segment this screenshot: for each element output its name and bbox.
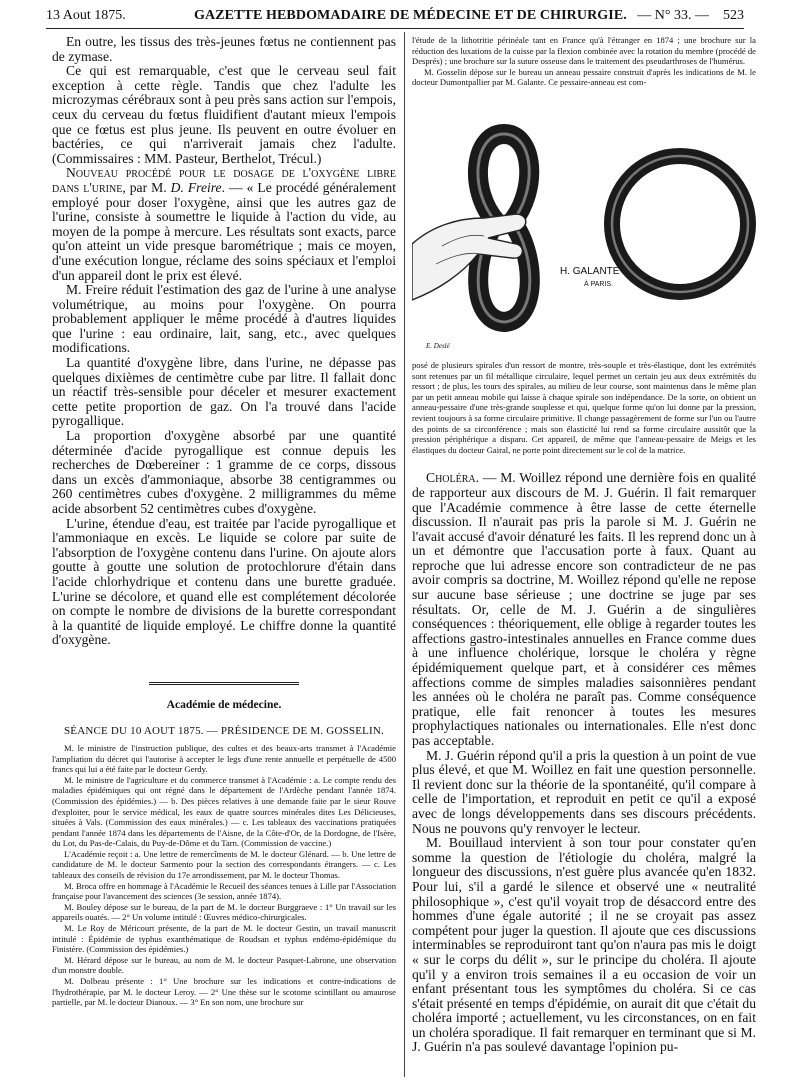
section-title: Académie de médecine. bbox=[166, 698, 282, 711]
proceedings-item: M. Hérard dépose sur le bureau, au nom de M. le docteur Pasquet-Labrone, une observation d'un monstre double. bbox=[52, 954, 396, 976]
maker-label: H. GALANTE bbox=[560, 265, 620, 277]
proceedings-item: M. le ministre de l'agriculture et du commerce transmet à l'Académie : a. Le compte rendu des maladies épidémiques qui ont régné dans le département de l'Ardèche pendant l'année 1874. (Commission des épidémies.) — b. Des pièces relatives à une demande faite par le sieur Rouve d'exploiter, pour le service médical, les eaux de quatre sources minérales dites Les Délicieuses, situées à Vals. (Commission des eaux minérales.) — c. Les tableaux des vaccinations pratiquées pendant l'année 1874 dans les départements de l'Aisne, de la Côte-d'Or, de la Dordogne, de l'Isère, du Lot, du Pas-de-Calais, du Puy-de-Dôme et du Tarn. (Commission de vaccine.) bbox=[52, 774, 396, 849]
cholera-title: Choléra. bbox=[426, 470, 480, 486]
proceedings-item: M. Bouley dépose sur le bureau, de la part de M. le docteur Burggraeve : 1° Un travail sur les appareils ouatés. — 2° Un volume intitulé : Œuvres médico-chirurgicales. bbox=[52, 901, 396, 923]
by-text: par M. bbox=[125, 179, 171, 195]
article-title: Nouveau procédé pour le dosage de l'oxygène libre dans l'urine, bbox=[52, 165, 396, 195]
proceedings-item: M. le ministre de l'instruction publique, des cultes et des beaux-arts transmet à l'Académie l'ampliation du décret qui l'autorise à accepter le legs d'une rente annuelle et perpétuelle de 4500 francs qui lui a été faite par le docteur Gerdy. bbox=[52, 742, 396, 775]
cholera-paragraph bbox=[412, 471, 756, 748]
proceedings-item: M. Le Roy de Méricourt présente, de la part de M. le docteur Gestin, un travail manuscrit intitulé : Épidémie de typhus exanthématique de Roudsan et typhus endémo-épidémique du Finistère. (Commission des épidémies.) bbox=[52, 923, 396, 955]
journal-title: GAZETTE HEBDOMADAIRE DE MÉDECINE ET DE CHIRURGIE. bbox=[194, 8, 627, 23]
paragraph: L'urine, étendue d'eau, est traitée par l'acide pyrogallique et l'ammoniaque en excès. Le liquide se colore par suite de l'absorption de l'oxygène contenu dans l'urine. On ajoute alors goutte à goutte une solution de protochlorure d'étain dans l'acide chlorhydrique et contenu dans une burette graduée. L'urine se décolore, et quand elle est complétement décolorée on compte le nombre de divisions de la burette correspondant à la quantité de liquide employé. Le chiffre donne la quantité d'oxygène. bbox=[52, 515, 396, 648]
cholera-body: — M. Woillez répond une dernière fois en qualité de rapporteur aux discours de M. J. Guérin. Il fait remarquer que l'Académie commence à être lasse de cette éternelle discussion. Il n'aurait pas pris la parole si M. J. Guérin ne l'avait accusé d'avoir dénaturé les faits. Il les reprend donc un à un et démontre que l'accusation porte à faux. Quant au reproche que lui adresse encore son contradicteur de ne pas avoir compris sa doctrine, M. Woillez répond qu'elle ne repose sur aucune base sérieuse ; une doctrine se juge par ses résultats. Or, celle de M. J. Guérin a de singulières conséquences : théoriquement, elle oblige à regarder toutes les affections gastro-intestinales annuelles en France comme dues à une influence cholérique, lorsque le choléra y règne épidémiquement quelque part, et à considérer ces mêmes affections comme de simples maladies saisonnières pendant les années où le choléra ne paraît pas. Comme conséquence pratique, elle fait renoncer à toutes les mesures prophylactiques nationales ou internationales. Elle n'est donc pas acceptable. bbox=[412, 470, 756, 748]
paragraph: M. Bouillaud intervient à son tour pour constater qu'en somme la question de l'étiologie du choléra, malgré la longueur des discussions, n'est guère plus avancée qu'en 1832. Pour lui, s'il a gardé le silence et observé une « neutralité philosophique », c'est qu'il voyait trop de désaccord entre des hommes d'une égale autorité ; il ne se croyait pas assez compétent pour juger la question. Il ajoute que ces discussions interminables se reproduiront tant qu'on n'aura pas mis le doigt « sur le corps du délit », sur le principe du choléra. Il ajoute qu'il y a environ trois semaines il a eu occasion de voir un enfant présentant tous les symptômes du choléra. Si ce cas s'était présenté en temps d'épidémie, on aurait dit que c'était du choléra importé ; actuellement, vu les circonstances, on en fait un choléra sporadique. Il fait remarquer en terminant que si M. J. Guérin n'a pas soulevé davantage l'opinion pu- bbox=[412, 835, 756, 1055]
paragraph: Ce qui est remarquable, c'est que le cerveau seul fait exception à cette règle. Tandis que chez l'adulte les microzymas cérébraux sont à peu près sans action sur l'empois, ceux du cerveau du fœtus fluidifient d'autant mieux l'empois que ce fœtus est plus jeune. Ils peuvent en outre évoluer en bactéries, ce qui n'arriverait jamais chez l'adulte. (Commissaires : MM. Pasteur, Berthelot, Trécul.) bbox=[52, 63, 396, 166]
proceedings-item: M. Broca offre en hommage à l'Académie le Recueil des séances tenues à Lille par l'Association française pour l'avancement des sciences (3e session, année 1874). bbox=[52, 880, 396, 902]
right-column bbox=[412, 35, 756, 1077]
column-divider bbox=[404, 32, 405, 1077]
running-header bbox=[46, 6, 744, 28]
pessary-figure bbox=[412, 94, 756, 354]
proceedings-item: M. Dolbeau présente : 1° Une brochure sur les indications et contre-indications de l'hydrothérapie, par M. le docteur Leroy. — 2° Une thèse sur le scotome scintillant ou amaurose partielle, par M. le docteur Dianoux. — 3° En son nom, une brochure sur bbox=[52, 976, 396, 1008]
page-number: 523 bbox=[723, 8, 744, 23]
author-name: D. Freire bbox=[170, 179, 222, 195]
round-ring-highlight bbox=[612, 156, 748, 292]
article-body: . — « Le procédé généralement employé pour doser l'oxygène, ainsi que les autres gaz de l'urine, consiste à soumettre le liquide à l'action du vide, au moyen de la pompe à mercure. Les résultats sont exacts, parce qu'on atteint un vide presque barométrique ; mais ce moyen, d'une exécution longue, réclame des soins spéciaux et l'emploi d'un appareil dont le prix est élevé. bbox=[52, 179, 396, 283]
paragraph: En outre, les tissus des très-jeunes fœtus ne contiennent pas de zymase. bbox=[52, 35, 396, 64]
paragraph: La proportion d'oxygène absorbé par une quantité déterminée d'acide pyrogallique est connue depuis les recherches de Dœbereiner : 1 gramme de ce corps, dissous dans un excès d'ammoniaque, absorbe 38 centigrammes ou 260 centimètres cubes d'oxygène. 2 milligrammes du même acide absorbent 52 centimètres cubes d'oxygène. bbox=[52, 428, 396, 516]
paragraph: La quantité d'oxygène libre, dans l'urine, ne dépasse pas quelques dixièmes de centimètre cube par litre. Il fallait donc un réactif très-sensible pour déceler et mesurer exactement cette petite proportion de gaz. On l'a trouvé dans l'acide pyrogallique. bbox=[52, 355, 396, 429]
spacer bbox=[412, 455, 756, 471]
engraver-signature: E. Deslé bbox=[426, 341, 450, 350]
proceedings-item: M. Gosselin dépose sur le bureau un anneau pessaire construit d'après les indications de M. le docteur Dumontpallier par M. Galante. Ce pessaire-anneau est com- bbox=[412, 66, 756, 88]
paragraph: M. J. Guérin répond qu'il a pris la question à un point de vue plus élevé, et que M. Woillez en fait une question personnelle. Il revient donc sur la théorie de la spontanéité, qu'il compare à celle de l'importation, et reproduit en petit ce qu'il a exposé avec de longs développements dans ses discours précédents. Nous ne pouvons qu'y renvoyer le lecteur. bbox=[412, 747, 756, 836]
header-rule bbox=[46, 28, 744, 29]
issue-number: — N° 33. — bbox=[637, 8, 709, 23]
article-freire bbox=[52, 166, 396, 283]
proceedings-item: L'Académie reçoit : a. Une lettre de remercîments de M. le docteur Glénard. — b. Une lettre de candidature de M. le docteur Sarmento pour la section des correspondants étrangers. — c. Les tableaux des conseils de révision du 17e arrondissement, par M. le docteur Thomas. bbox=[52, 848, 396, 881]
left-column bbox=[52, 35, 396, 1077]
paragraph: M. Freire réduit l'estimation des gaz de l'urine à une analyse volumétrique, au moins pour l'oxygène. On pourra probablement appliquer le même procédé à d'autres liquides que l'urine : eau ordinaire, lait, sang, etc., avec quelques modifications. bbox=[52, 282, 396, 356]
header-number-page bbox=[637, 8, 744, 24]
pessary-illustration bbox=[412, 94, 756, 354]
header-date: 13 Aout 1875. bbox=[46, 8, 126, 23]
maker-city: À PARIS. bbox=[584, 280, 614, 288]
proceedings-item: l'étude de la lithotritie périnéale tant en France qu'à l'étranger en 1874 ; une brochure sur la réduction des luxations de la cuisse par la flexion combinée avec la rotation du membre (procédé de Després) ; une brochure sur la suture osseuse dans le traitement des pseudarthroses de l'humérus. bbox=[412, 35, 756, 67]
figure-description: posé de plusieurs spirales d'un ressort de montre, très-souple et très-élastique, dont les extrémités sont retenues par un fil métallique circulaire, lequel permet un certain jeu aux deux extrémités du ressort ; de plus, les tours des spirales, au milieu de leur course, sont maintenus dans le même plan par un petit anneau mobile qui laisse à chaque spirale son indépendance. De la sorte, on obtient un anneau-pessaire d'une très-grande souplesse et qui, quelque forme qu'on lui donne par la pression, revient toujours à sa forme circulaire primitive. Il change passagèrement de forme sur l'un ou l'autre des points de sa circonférence ; mais son élasticité lui rend sa forme circulaire aussitôt que la pression périphérique a disparu. Cet appareil, de même que l'anneau-pessaire de Meigs et les élastiques du docteur Gairal, ne porte point directement sur le col de la matrice. bbox=[412, 359, 756, 455]
section-separator bbox=[149, 682, 299, 685]
session-heading: SÉANCE DU 10 AOUT 1875. — PRÉSIDENCE DE M. GOSSELIN. bbox=[63, 724, 385, 737]
